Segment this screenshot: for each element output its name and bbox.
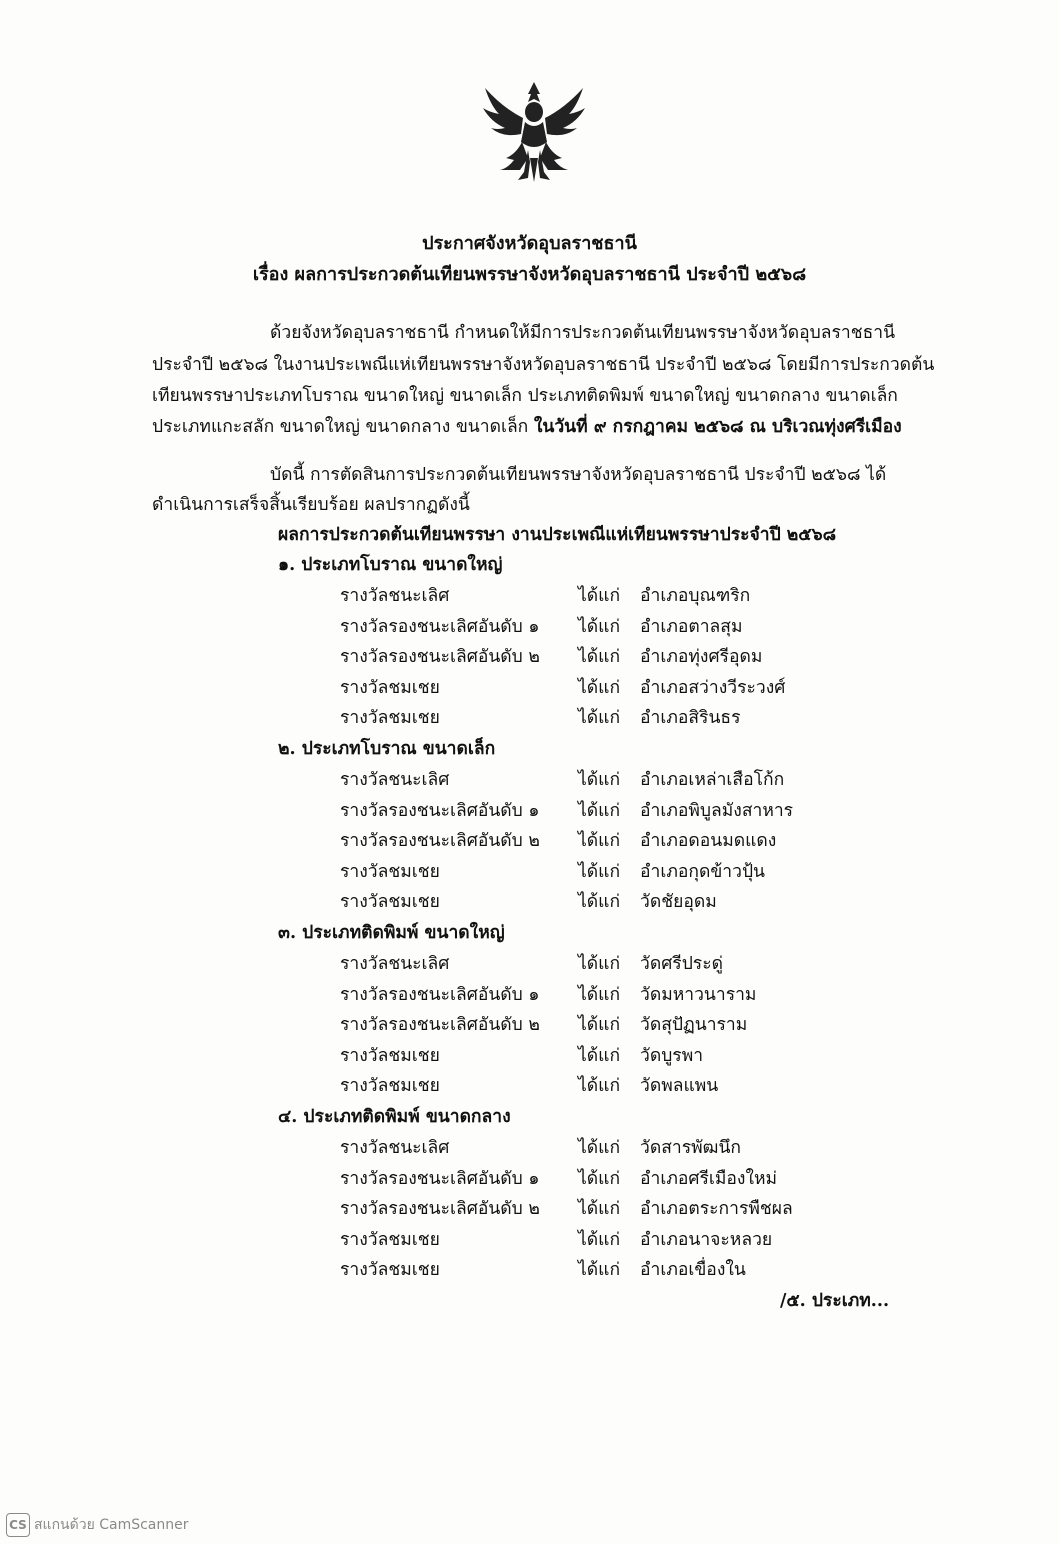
winner-name: วัดสารพัฒนึก [640,1138,742,1158]
awarded-to-label: ได้แก่ [578,984,621,1005]
awarded-to-label: ได้แก่ [578,616,621,637]
award-name: รางวัลชนะเลิศ [340,770,450,790]
awarded-to-label: ได้แก่ [578,770,621,790]
award-row [340,857,900,883]
winner-name: อำเภอสิรินธร [640,708,741,729]
awarded-to-label: ได้แก่ [578,1260,621,1281]
award-name: รางวัลรองชนะเลิศอันดับ ๑ [340,1168,540,1189]
awarded-to-label: ได้แก่ [578,1015,621,1036]
intro-line-2: ประจำปี ๒๕๖๘ ในงานประเพณีแห่เทียนพรรษาจังหวัดอุบลราชธานี ประจำปี ๒๕๖๘ โดยมีการประกวดต้น [152,355,935,375]
award-name: รางวัลรองชนะเลิศอันดับ ๑ [340,800,540,821]
intro-date-location: ในวันที่ ๙ กรกฎาคม ๒๕๖๘ ณ บริเวณทุ่งศรีเมือง [533,417,902,437]
award-name: รางวัลชมเชย [340,1045,440,1066]
award-name: รางวัลรองชนะเลิศอันดับ ๑ [340,984,540,1005]
award-name: รางวัลชมเชย [340,1229,440,1250]
award-row [340,1255,900,1281]
section-title: ๓. ประเภทติดพิมพ์ ขนาดใหญ่ [278,923,505,943]
award-row [340,581,900,607]
winner-name: อำเภอตาลสุม [640,616,743,637]
winner-name: อำเภอกุดข้าวปุ้น [640,861,766,882]
award-row [340,673,900,699]
award-row [340,1164,900,1190]
winner-name: วัดสุปัฏนาราม [640,1015,748,1036]
results-heading: ผลการประกวดต้นเทียนพรรษา งานประเพณีแห่เทียนพรรษาประจำปี ๒๕๖๘ [278,525,837,545]
award-name: รางวัลชมเชย [340,892,440,913]
award-name: รางวัลรองชนะเลิศอันดับ ๒ [340,1015,540,1036]
winner-name: อำเภอนาจะหลวย [640,1229,773,1250]
award-row [340,980,900,1006]
awarded-to-label: ได้แก่ [578,677,621,698]
award-row [340,642,900,668]
awarded-to-label: ได้แก่ [578,1168,621,1189]
winner-name: อำเภอสว่างวีระวงศ์ [640,677,786,698]
section-title: ๒. ประเภทโบราณ ขนาดเล็ก [278,739,496,759]
awarded-to-label: ได้แก่ [578,861,621,882]
awarded-to-label: ได้แก่ [578,800,621,821]
scanner-watermark [6,1513,189,1537]
winner-name: อำเภอบุณฑริก [640,586,751,606]
result-intro-line-2: ดำเนินการเสร็จสิ้นเรียบร้อย ผลปรากฏดังนี้ [152,495,470,515]
scanner-watermark-text: สแกนด้วย CamScanner [34,1517,189,1533]
winner-name: อำเภอศรีเมืองใหม่ [640,1168,778,1189]
winner-name: อำเภอเขื่องใน [640,1260,746,1281]
result-intro-line-1: บัดนี้ การตัดสินการประกวดต้นเทียนพรรษาจังหวัดอุบลราชธานี ประจำปี ๒๕๖๘ ได้ [270,465,887,485]
award-name: รางวัลรองชนะเลิศอันดับ ๑ [340,616,540,637]
awarded-to-label: ได้แก่ [578,647,621,668]
award-name: รางวัลรองชนะเลิศอันดับ ๒ [340,1199,540,1220]
award-row [340,1010,900,1036]
award-name: รางวัลชนะเลิศ [340,954,450,974]
award-row [340,796,900,822]
announcement-title: ประกาศจังหวัดอุบลราชธานี [422,233,637,254]
intro-line-4 [152,412,902,440]
winner-name: อำเภอตระการพืชผล [640,1199,793,1220]
awarded-to-label: ได้แก่ [578,1229,621,1250]
camscanner-logo-icon: CS [6,1513,30,1537]
winner-name: อำเภอเหล่าเสือโก้ก [640,770,785,790]
award-row [340,1194,900,1220]
continuation-note: /๕. ประเภท... [780,1291,890,1311]
winner-name: วัดบูรพา [640,1045,704,1066]
award-name: รางวัลชมเชย [340,1076,440,1097]
awarded-to-label: ได้แก่ [578,1199,621,1220]
award-row [340,949,900,975]
section-title: ๔. ประเภทติดพิมพ์ ขนาดกลาง [278,1107,511,1127]
award-name: รางวัลชมเชย [340,677,440,698]
award-row [340,1041,900,1067]
intro-line-3: เทียนพรรษาประเภทโบราณ ขนาดใหญ่ ขนาดเล็ก ประเภทติดพิมพ์ ขนาดใหญ่ ขนาดกลาง ขนาดเล็ก [152,386,898,406]
award-name: รางวัลชนะเลิศ [340,586,450,606]
section-title: ๑. ประเภทโบราณ ขนาดใหญ่ [278,555,503,575]
awarded-to-label: ได้แก่ [578,1045,621,1066]
award-name: รางวัลชมเชย [340,708,440,729]
award-row [340,1071,900,1097]
intro-line-4-text: ประเภทแกะสลัก ขนาดใหญ่ ขนาดกลาง ขนาดเล็ก [152,417,534,437]
award-name: รางวัลรองชนะเลิศอันดับ ๒ [340,831,540,852]
award-row [340,703,900,729]
winner-name: อำเภอดอนมดแดง [640,831,777,852]
winner-name: วัดมหาวนาราม [640,984,757,1005]
awarded-to-label: ได้แก่ [578,1076,621,1097]
awarded-to-label: ได้แก่ [578,954,621,974]
award-row [340,612,900,638]
award-row [340,826,900,852]
award-row [340,887,900,913]
awarded-to-label: ได้แก่ [578,831,621,852]
winner-name: อำเภอทุ่งศรีอุดม [640,647,763,668]
award-name: รางวัลรองชนะเลิศอันดับ ๒ [340,647,540,668]
award-name: รางวัลชมเชย [340,1260,440,1281]
garuda-emblem-icon [478,78,590,188]
winner-name: วัดพลแพน [640,1076,719,1097]
awarded-to-label: ได้แก่ [578,892,621,913]
winner-name: อำเภอพิบูลมังสาหาร [640,800,794,821]
awarded-to-label: ได้แก่ [578,1138,621,1158]
announcement-subject: เรื่อง ผลการประกวดต้นเทียนพรรษาจังหวัดอุบลราชธานี ประจำปี ๒๕๖๘ [252,264,807,285]
awarded-to-label: ได้แก่ [578,708,621,729]
award-row [340,1225,900,1251]
award-row [340,765,900,791]
award-name: รางวัลชมเชย [340,861,440,882]
winner-name: วัดชัยอุดม [640,892,717,913]
award-name: รางวัลชนะเลิศ [340,1138,450,1158]
intro-line-1: ด้วยจังหวัดอุบลราชธานี กำหนดให้มีการประกวดต้นเทียนพรรษาจังหวัดอุบลราชธานี [270,323,896,343]
awarded-to-label: ได้แก่ [578,586,621,606]
award-row [340,1133,900,1159]
winner-name: วัดศรีประดู่ [640,954,723,974]
